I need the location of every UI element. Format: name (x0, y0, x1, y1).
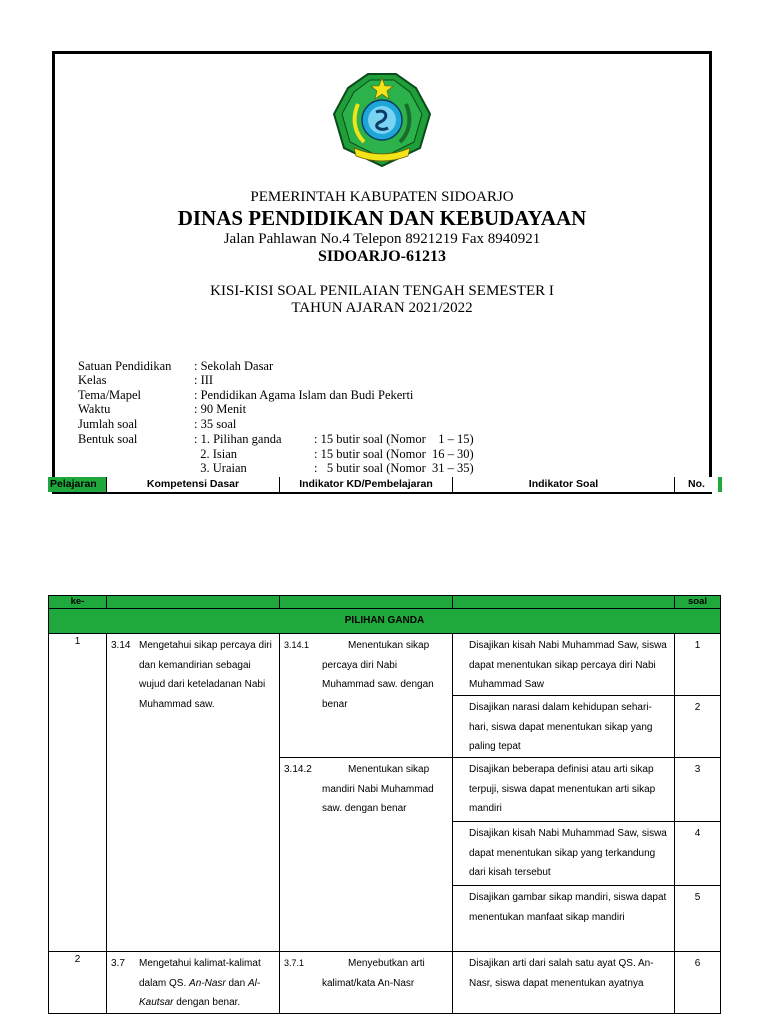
col-indikator-kd: Indikator KD/Pembelajaran (279, 477, 452, 492)
header-soal: soal (675, 596, 721, 609)
bentuk-option-2: 2. Isian (194, 447, 238, 461)
indikator-code: 3.14.2 (284, 764, 312, 775)
row-number: 1 (49, 634, 107, 952)
tema-label: Tema/Mapel (78, 388, 141, 402)
waktu-label: Waktu (78, 402, 111, 416)
satuan-value: : Sekolah Dasar (194, 359, 274, 373)
table-header-strip (48, 477, 722, 492)
col-kompetensi-dasar: Kompetensi Dasar (106, 477, 279, 492)
indikator-kd-cell (280, 952, 453, 1014)
col-pelajaran: Pelajaran (48, 477, 106, 492)
tema-value: : Pendidikan Agama Islam dan Budi Pekerti (194, 388, 414, 402)
kelas-label: Kelas (78, 373, 107, 387)
col-no: No. (674, 477, 718, 492)
soal-number: 2 (675, 696, 721, 758)
soal-number: 4 (675, 822, 721, 886)
soal-number: 6 (675, 952, 721, 1014)
kd-text: Mengetahui sikap percaya diri dan kemandirian sebagai wujud dari keteladanan Nabi Muhammad saw. (139, 640, 272, 710)
soal-number: 5 (675, 886, 721, 952)
bentuk-option-1: : 1. Pilihan ganda (194, 432, 282, 446)
indikator-text: Menyebutkan arti kalimat/kata An-Nasr (322, 958, 425, 989)
bentuk-option-3-detail: : 5 butir soal (Nomor 31 – 35) (314, 461, 474, 475)
indikator-kd-cell (280, 634, 453, 758)
soal-number: 1 (675, 634, 721, 696)
table-row (49, 952, 721, 1014)
col-indikator-soal: Indikator Soal (452, 477, 674, 492)
indikator-soal-cell: Disajikan gambar sikap mandiri, siswa dapat menentukan manfaat sikap mandiri (453, 886, 675, 952)
bentuk-option-3: 3. Uraian (194, 461, 247, 475)
office-name: DINAS PENDIDIKAN DAN KEBUDAYAAN (177, 206, 587, 230)
row-number: 2 (49, 952, 107, 1014)
table-row (49, 634, 721, 696)
indikator-soal-cell: Disajikan narasi dalam kehidupan sehari-hari, siswa dapat menentukan sikap yang paling tepat (453, 696, 675, 758)
kelas-value: : III (194, 373, 214, 387)
kompetensi-cell (107, 634, 280, 952)
section-title: PILIHAN GANDA (49, 609, 721, 634)
indikator-soal-cell: Disajikan kisah Nabi Muhammad Saw, siswa dapat menentukan sikap yang terkandung dari kisah tersebut (453, 822, 675, 886)
table-header-row (49, 596, 721, 609)
government-name: PEMERINTAH KABUPATEN SIDOARJO (250, 189, 514, 205)
kompetensi-cell (107, 952, 280, 1014)
indikator-text: Menentukan sikap percaya diri Nabi Muhammad saw. dengan benar (322, 640, 434, 710)
header-ke: ke- (49, 596, 107, 609)
indikator-kd-cell (280, 758, 453, 952)
jumlah-label: Jumlah soal (78, 417, 138, 431)
office-address: Jalan Pahlawan No.4 Telepon 8921219 Fax 8940921 (223, 231, 541, 247)
indikator-code: 3.7.1 (284, 958, 305, 968)
bentuk-label: Bentuk soal (78, 432, 138, 446)
jumlah-value: : 35 soal (194, 417, 237, 431)
bentuk-option-2-detail: : 15 butir soal (Nomor 16 – 30) (314, 447, 474, 461)
document-title: KISI-KISI SOAL PENILAIAN TENGAH SEMESTER I (210, 283, 554, 299)
section-row (49, 609, 721, 634)
bentuk-option-1-detail: : 15 butir soal (Nomor 1 – 15) (314, 432, 474, 446)
kd-surah-2: Al-Kautsar (139, 977, 261, 1008)
kd-text: Mengetahui kalimat-kalimat dalam QS. An-Nasr dan Al-Kautsar dengan benar. (139, 958, 261, 1008)
sidoarjo-emblem-logo (328, 70, 436, 168)
soal-number: 3 (675, 758, 721, 822)
document-year: TAHUN AJARAN 2021/2022 (291, 300, 473, 316)
kd-code: 3.14 (111, 640, 131, 651)
kd-code: 3.7 (111, 958, 125, 969)
indikator-code: 3.14.1 (284, 640, 310, 650)
waktu-value: : 90 Menit (194, 402, 247, 416)
kd-surah-1: An-Nasr (189, 977, 226, 989)
indikator-soal-cell: Disajikan kisah Nabi Muhammad Saw, siswa dapat menentukan sikap percaya diri Nabi Muhammad Saw (453, 634, 675, 696)
kisi-kisi-table (48, 595, 721, 1014)
indikator-text: Menentukan sikap mandiri Nabi Muhammad saw. dengan benar (322, 764, 434, 814)
indikator-soal-cell: Disajikan arti dari salah satu ayat QS. An-Nasr, siswa dapat menentukan ayatnya (453, 952, 675, 1014)
indikator-soal-cell: Disajikan beberapa definisi atau arti sikap terpuji, siswa dapat menentukan arti sikap mandiri (453, 758, 675, 822)
satuan-label: Satuan Pendidikan (78, 359, 172, 373)
office-city: SIDOARJO-61213 (317, 248, 446, 265)
